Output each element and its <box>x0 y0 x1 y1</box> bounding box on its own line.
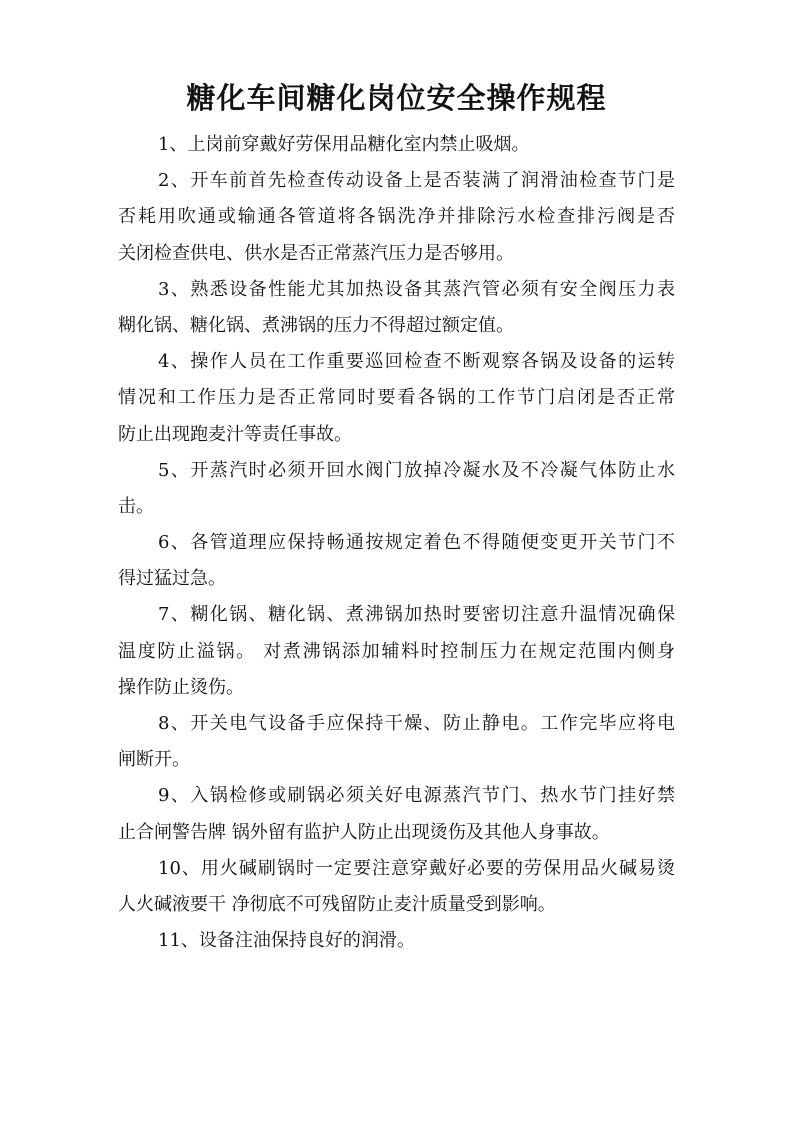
rule-paragraph <box>118 163 675 272</box>
text-line: 7、糊化锅、糖化锅、煮沸锅加热时要密切注意升温情况确保 <box>158 604 675 626</box>
text-line: 止合闸警告牌 锅外留有监护人防止出现烫伤及其他人身事故。 <box>118 821 610 843</box>
rule-paragraph <box>118 344 675 453</box>
rule-paragraph <box>118 597 675 706</box>
rule-paragraph <box>118 778 675 850</box>
rule-paragraph <box>118 525 675 597</box>
text-line: 操作防止烫伤。 <box>118 676 244 698</box>
rule-paragraph <box>118 453 675 525</box>
document-title: 糖化车间糖化岗位安全操作规程 <box>186 81 607 115</box>
rule-paragraph <box>118 272 675 344</box>
rule-paragraph <box>118 127 675 163</box>
document-body <box>118 127 675 959</box>
text-line: 11、设备注油保持良好的润滑。 <box>158 930 415 952</box>
text-line: 人火碱液要干 净彻底不可残留防止麦汁质量受到影响。 <box>118 893 556 915</box>
text-line: 击。 <box>118 495 154 517</box>
text-line: 1、上岗前穿戴好劳保用品糖化室内禁止吸烟。 <box>158 134 530 155</box>
text-line: 5、开蒸汽时必须开回水阀门放掉冷凝水及不冷凝气体防止水 <box>158 459 675 481</box>
text-line: 防止出现跑麦汁等责任事故。 <box>118 423 352 445</box>
text-line: 闸断开。 <box>118 749 190 771</box>
text-line: 2、开车前首先检查传动设备上是否装满了润滑油检查节门是 <box>158 170 675 192</box>
text-line: 6、各管道理应保持畅通按规定着色不得随便变更开关节门不 <box>158 532 675 554</box>
rule-paragraph <box>118 851 675 923</box>
text-line: 得过猛过急。 <box>118 568 226 590</box>
text-line: 3、熟悉设备性能尤其加热设备其蒸汽管必须有安全阀压力表 <box>158 278 675 300</box>
rule-paragraph <box>118 923 675 959</box>
text-line: 情况和工作压力是否正常同时要看各锅的工作节门启闭是否正常 <box>118 387 675 409</box>
text-line: 8、开关电气设备手应保持干燥、防止静电。工作完毕应将电 <box>158 713 675 734</box>
rule-paragraph <box>118 706 675 778</box>
text-line: 10、用火碱刷锅时一定要注意穿戴好必要的劳保用品火碱易烫 <box>158 857 675 879</box>
text-line: 4、操作人员在工作重要巡回检查不断观察各锅及设备的运转 <box>158 351 675 373</box>
text-line: 否耗用吹通或输通各管道将各锅洗净并排除污水检查排污阀是否 <box>118 206 675 228</box>
text-line: 糊化锅、糖化锅、煮沸锅的压力不得超过额定值。 <box>118 314 514 336</box>
text-line: 温度防止溢锅。 对煮沸锅添加辅料时控制压力在规定范围内侧身 <box>118 640 675 662</box>
text-line: 关闭检查供电、供水是否正常蒸汽压力是否够用。 <box>118 242 514 264</box>
text-line: 9、入锅检修或刷锅必须关好电源蒸汽节门、热水节门挂好禁 <box>158 785 675 807</box>
